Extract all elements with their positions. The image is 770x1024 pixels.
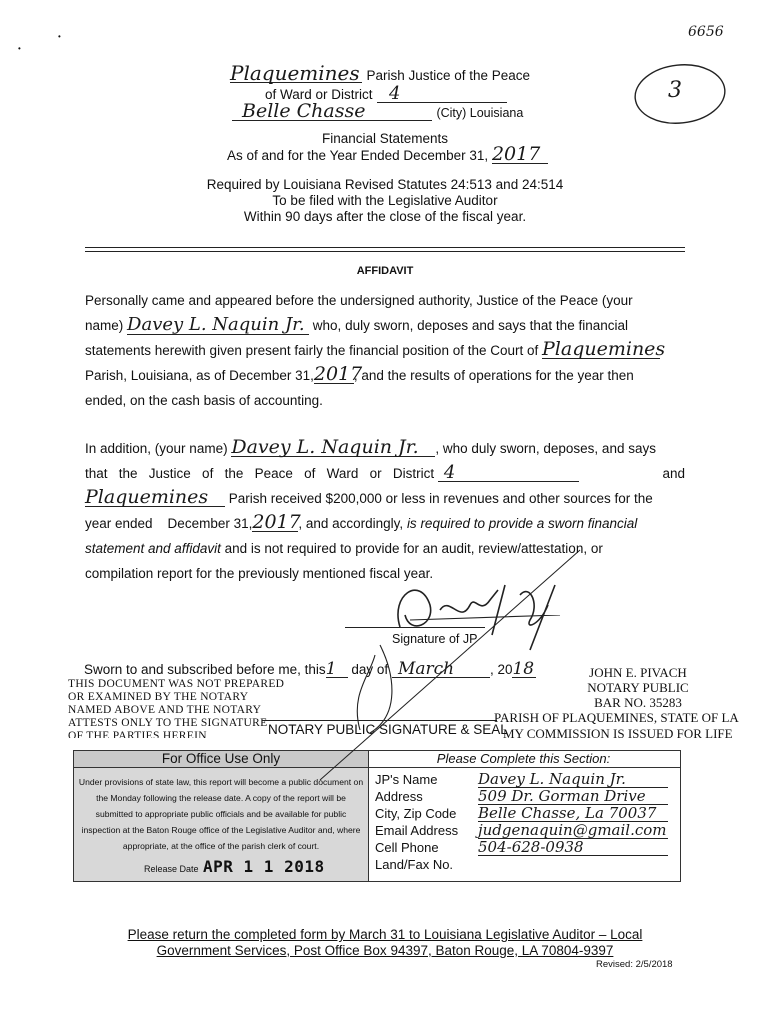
city-zip-label: City, Zip Code — [375, 806, 457, 821]
p2-name-handwritten: Davey L. Naquin Jr. — [231, 438, 435, 457]
sworn-text-a: Sworn to and subscribed before me, this — [84, 662, 326, 677]
scan-speck: • — [58, 32, 61, 41]
land-fax-label: Land/Fax No. — [375, 857, 454, 872]
notary-right-line: BAR NO. 35283 — [594, 695, 682, 710]
p2-line4-a: year ended December 31, — [85, 516, 253, 531]
p1-line4-b: , and the results of operations for the year then — [353, 368, 634, 383]
footer-line-1: Please return the completed form by March 31 to Louisiana Legislative Auditor – Local — [127, 927, 643, 942]
p1-line2-rest: who, duly sworn, deposes and says that the financial — [312, 318, 628, 333]
p2-line2-b: and — [662, 466, 685, 481]
footer-line-2: Government Services, Post Office Box 94397, Baton Rouge, LA 70804-9397 — [156, 943, 614, 958]
p1-line3-text: statements herewith given present fairly the financial position of the Court of — [85, 343, 539, 358]
p2-parish-handwritten: Plaquemines — [85, 488, 225, 507]
revised-date: Revised: 2/5/2018 — [596, 959, 673, 970]
p1-name-label: name) — [85, 318, 124, 333]
parish-handwritten: Plaquemines — [230, 64, 362, 83]
p1-line4 — [85, 363, 685, 388]
city-zip-value: Belle Chasse, La 70037 — [478, 805, 668, 822]
p1-line2 — [85, 313, 685, 338]
p1-line4-a: Parish, Louisiana, as of December 31, — [85, 368, 314, 383]
p1-line3 — [85, 338, 685, 363]
jp-name-value: Davey L. Naquin Jr. — [478, 771, 668, 788]
ward-handwritten: 4 — [377, 86, 507, 103]
email-row — [375, 822, 680, 839]
notary-left-line: ATTESTS ONLY TO THE SIGNATURE — [68, 717, 268, 729]
corner-number: 6656 — [688, 24, 724, 40]
notary-right-line: NOTARY PUBLIC — [587, 680, 689, 695]
signature-label: Signature of JP — [392, 632, 478, 646]
circled-number: 3 — [668, 78, 682, 103]
notary-signature-label: NOTARY PUBLIC SIGNATURE & SEAL — [268, 722, 508, 737]
p2-year-handwritten: 2017 — [252, 511, 301, 533]
address-row — [375, 788, 680, 805]
city-label: (City) Louisiana — [436, 106, 524, 120]
notary-left-line: NAMED ABOVE AND THE NOTARY — [68, 704, 262, 716]
p2-line3 — [85, 486, 685, 511]
cell-phone-value: 504-628-0938 — [478, 839, 668, 856]
fs-year-handwritten: 2017 — [492, 145, 548, 164]
land-fax-row — [375, 856, 680, 873]
p1-name-handwritten: Davey L. Naquin Jr. — [127, 316, 309, 335]
p1-year-handwritten: 2017 — [313, 363, 363, 385]
sworn-day-handwritten: 1 — [326, 662, 348, 678]
signature-handwritten — [600, 600, 604, 601]
p1-line1: Personally came and appeared before the undersigned authority, Justice of the Peace (your — [85, 293, 633, 308]
p2-line4 — [85, 511, 685, 536]
parish-label: Parish Justice of the Peace — [366, 68, 531, 83]
address-value: 509 Dr. Gorman Drive — [478, 788, 668, 805]
notary-right-line: JOHN E. PIVACH — [589, 665, 687, 680]
p2-line1-a: In addition, (your name) — [85, 441, 228, 456]
req-line-2: To be filed with the Legislative Auditor — [272, 193, 498, 208]
fs-year-label: As of and for the Year Ended December 31, — [227, 148, 489, 163]
sworn-text-b: day of — [351, 662, 389, 677]
office-use-text: Under provisions of state law, this report will become a public document on the Monday following the release date. A copy of the report will be submitted to appropriate public officials and be available for public inspection at the Baton Rouge office of the Legislative Auditor and, where appropriate, at the office of the parish clerk of court. — [78, 777, 364, 851]
notary-right-line: MY COMMISSION IS ISSUED FOR LIFE — [503, 726, 733, 741]
email-value: judgenaquin@gmail.com — [478, 821, 667, 839]
jp-name-label: JP's Name — [375, 772, 438, 787]
notary-left-line: OF THE PARTIES HEREIN — [68, 730, 207, 738]
p1-parish-handwritten: Plaquemines — [542, 338, 666, 360]
p2-line4-italic: is required to provide a sworn financial — [406, 516, 638, 531]
complete-section-title: Please Complete this Section: — [367, 751, 680, 768]
address-label: Address — [375, 789, 423, 804]
sworn-year-handwritten: 18 — [512, 662, 536, 678]
p2-line1 — [85, 436, 685, 461]
cell-phone-row — [375, 839, 680, 856]
email-label: Email Address — [375, 823, 459, 838]
notary-right-line: PARISH OF PLAQUEMINES, STATE OF LA — [494, 710, 739, 725]
sworn-month-handwritten: March — [392, 662, 490, 678]
p2-line2 — [85, 461, 685, 486]
fs-title: Financial Statements — [321, 131, 449, 146]
req-line-1: Required by Louisiana Revised Statutes 24:513 and 24:514 — [206, 177, 564, 192]
release-date-stamp: APR 1 1 2018 — [203, 857, 325, 876]
notary-stamp-left — [68, 678, 293, 738]
affidavit-paragraph-1 — [85, 288, 685, 413]
sworn-text-c: , 20 — [489, 662, 513, 677]
fs-year-line — [227, 145, 567, 164]
p2-line1-b: , who duly sworn, deposes, and says — [435, 441, 656, 456]
p2-line5-b: and is not required to provide for an audit, review/attestation, or — [224, 541, 603, 556]
release-date-line — [144, 857, 325, 877]
p2-line5-italic: statement and affidavit — [85, 541, 221, 556]
city-line — [232, 102, 542, 122]
cell-phone-label: Cell Phone — [375, 840, 439, 855]
release-date-label: Release Date — [144, 864, 199, 874]
p2-line2-a: that the Justice of the Peace of Ward or District — [85, 466, 435, 481]
p2-district-handwritten: 4 — [438, 464, 579, 482]
parish-line — [230, 61, 560, 85]
ward-label: of Ward or District — [265, 87, 373, 102]
p2-line4-b: , and accordingly, — [298, 516, 404, 531]
p2-line6: compilation report for the previously mentioned fiscal year. — [85, 566, 434, 581]
land-fax-value — [478, 856, 668, 873]
affidavit-title: AFFIDAVIT — [356, 265, 414, 277]
divider-rule — [85, 247, 685, 248]
office-use-title: For Office Use Only — [74, 751, 368, 768]
p2-line3-b: Parish received $200,000 or less in revenues and other sources for the — [228, 491, 653, 506]
req-line-3: Within 90 days after the close of the fiscal year. — [243, 209, 527, 224]
city-handwritten: Belle Chasse — [232, 102, 432, 121]
p1-line5: ended, on the cash basis of accounting. — [85, 393, 323, 408]
scan-speck: • — [18, 44, 21, 53]
notary-left-line: THIS DOCUMENT WAS NOT PREPARED — [68, 678, 285, 690]
pen-stroke-mark — [300, 540, 600, 790]
divider-rule — [85, 251, 685, 252]
city-zip-row — [375, 805, 680, 822]
notary-left-line: OR EXAMINED BY THE NOTARY — [68, 691, 249, 703]
